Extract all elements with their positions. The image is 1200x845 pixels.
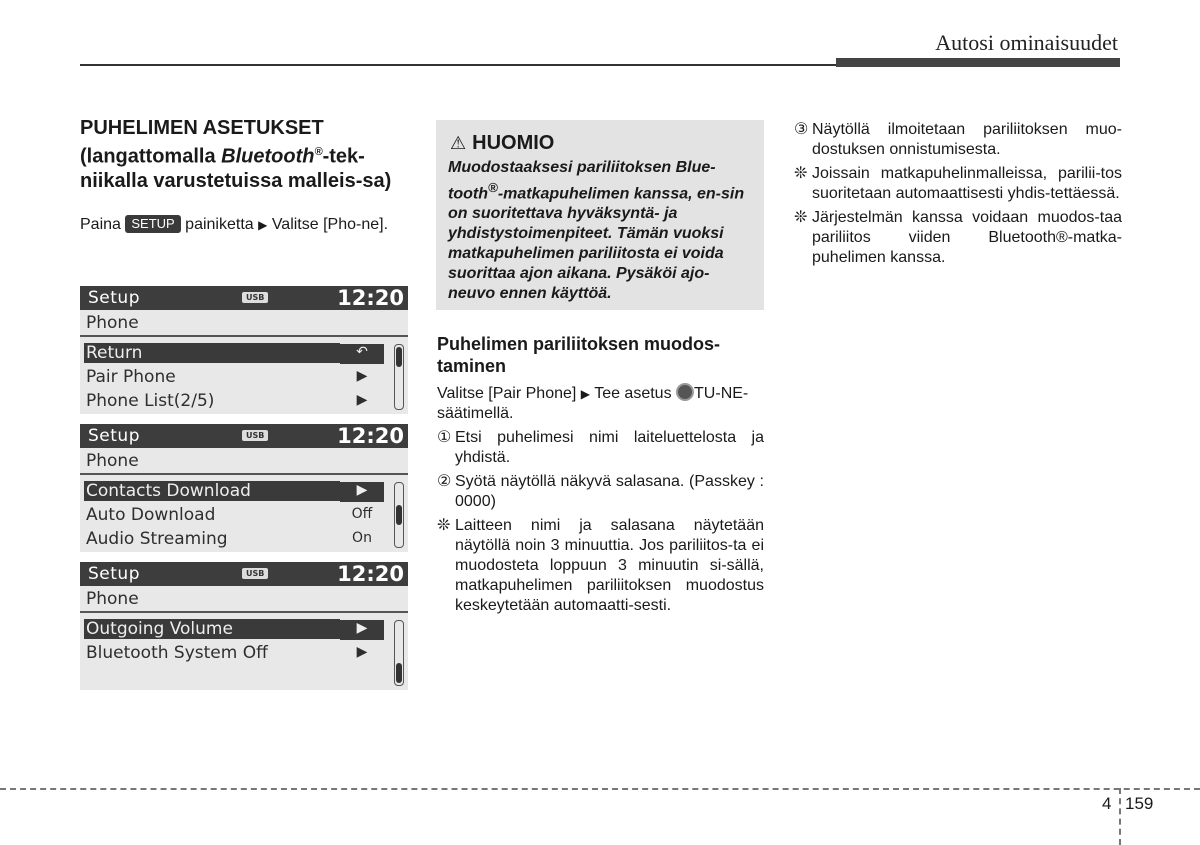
header-rule-thick	[836, 58, 1120, 67]
scrollbar[interactable]	[394, 344, 404, 410]
caution-body-post: -matkapuhelimen kanssa, en-sin on suoritettava hyväksyntä- ja yhdistystoimenpiteet. Tämän vuoksi matkapuhelimen pariliitosta ei voida suorittaa ajon aikana. Pysäköi ajo-neuvo ennen käyttöä.	[448, 185, 745, 303]
menu-item-label: Phone List(2/5)	[86, 391, 215, 411]
menu-item-label: Auto Download	[86, 505, 216, 525]
lcd-title: Setup	[88, 288, 140, 308]
step-text: Näytöllä ilmoitetaan pariliitoksen muo-dostuksen onnistumisesta.	[812, 121, 1122, 158]
lcd-screen-1	[80, 286, 408, 414]
footer-vertical-rule	[1119, 788, 1121, 845]
arrow-right-icon: ▶	[340, 620, 384, 640]
lcd-divider	[80, 473, 408, 475]
arrow-right-icon: ▶	[356, 392, 368, 408]
step-marker: ②	[437, 473, 452, 490]
lcd-title: Setup	[88, 564, 140, 584]
menu-item-pair-phone[interactable]	[84, 366, 384, 389]
return-icon: ↶	[340, 344, 384, 364]
lcd-topbar	[80, 286, 408, 310]
caution-body	[448, 158, 756, 304]
section-title-pre: (langattomalla	[80, 145, 222, 168]
lcd-category: Phone	[86, 313, 139, 333]
warning-icon: ⚠	[450, 133, 467, 153]
menu-item-audio-streaming[interactable]	[84, 528, 384, 551]
pairing-title: Puhelimen pariliitoksen muodos-taminen	[437, 334, 721, 376]
lcd-divider	[80, 335, 408, 337]
chapter-number: 4	[1102, 794, 1112, 813]
instruction-mid: painiketta	[185, 215, 254, 233]
left-column	[80, 116, 410, 235]
section-title-post: -tek-niikalla varustetuissa malleis-sa)	[80, 145, 392, 192]
scrollbar-thumb[interactable]	[396, 505, 402, 525]
caution-body-pre: Muodostaaksesi pariliitoksen Blue-tooth	[448, 159, 716, 203]
arrow-right-icon: ▶	[356, 368, 368, 384]
caution-heading-text: HUOMIO	[472, 132, 555, 154]
lcd-screen-3	[80, 562, 408, 690]
lcd-clock: 12:20	[337, 286, 404, 310]
lcd-topbar	[80, 424, 408, 448]
menu-item-label: Return	[84, 343, 340, 363]
step-text: Syötä näytöllä näkyvä salasana. (Passkey : 0000)	[455, 473, 764, 510]
menu-item-phone-list[interactable]	[84, 390, 384, 413]
header-rule-thin	[80, 64, 836, 66]
section-title	[80, 116, 410, 193]
menu-item-bluetooth-system-off[interactable]	[84, 642, 384, 665]
instruction-pre: Paina	[80, 215, 121, 233]
footer-dashed-rule	[0, 788, 1200, 790]
setting-value: On	[352, 530, 372, 546]
pairing-step-2	[437, 472, 764, 512]
usb-icon: USB	[242, 430, 268, 441]
setting-value: Off	[351, 506, 373, 522]
section-title-reg: ®	[314, 146, 323, 158]
running-header-title: Autosi ominaisuudet	[935, 30, 1118, 55]
lcd-clock: 12:20	[337, 562, 404, 586]
scrollbar[interactable]	[394, 482, 404, 548]
step-marker: ①	[437, 429, 452, 446]
note-text: Joissain matkapuhelinmalleissa, parilii-tos suoritetaan automaattisesti yhdis-tettäessä.	[812, 165, 1122, 202]
menu-item-label: Bluetooth System Off	[86, 643, 268, 663]
menu-item-outgoing-volume[interactable]	[84, 618, 384, 641]
note-auto-pairing	[794, 164, 1122, 204]
scrollbar[interactable]	[394, 620, 404, 686]
pairing-note	[437, 516, 764, 616]
lcd-divider	[80, 611, 408, 613]
lcd-topbar	[80, 562, 408, 586]
intro-post: TU-NE-säätimellä.	[437, 385, 749, 422]
intro-mid: Tee asetus	[594, 385, 672, 402]
arrow-right-icon: ▶	[580, 387, 591, 401]
section-title-bluetooth: Bluetooth	[221, 145, 315, 168]
arrow-right-icon: ▶	[340, 482, 384, 502]
setup-key-icon: SETUP	[125, 215, 180, 233]
lcd-category: Phone	[86, 451, 139, 471]
note-marker: ❊	[437, 517, 451, 534]
note-marker: ❊	[794, 165, 808, 182]
pairing-step-3	[794, 120, 1122, 160]
step-marker: ③	[794, 121, 809, 138]
setup-instruction	[80, 215, 410, 235]
scrollbar-thumb[interactable]	[396, 347, 402, 367]
note-text: Laitteen nimi ja salasana näytetään näytöllä noin 3 minuuttia. Jos pariliitos-ta ei muodosteta loppuun 3 minuutin si-sällä, matkapuhelimen pariliitoksen muodostus keskeytetään automaatti-sesti.	[455, 517, 764, 614]
right-column	[794, 120, 1122, 272]
menu-item-contacts-download[interactable]	[84, 480, 384, 503]
instruction-post: Valitse [Pho-ne].	[271, 215, 389, 233]
caution-heading	[450, 132, 554, 155]
pairing-section	[437, 333, 764, 620]
pairing-intro	[437, 383, 764, 424]
lcd-clock: 12:20	[337, 424, 404, 448]
section-title-line1: PUHELIMEN ASETUKSET	[80, 117, 324, 139]
caution-box	[436, 120, 764, 310]
menu-item-label: Contacts Download	[84, 481, 340, 501]
note-marker: ❊	[794, 209, 808, 226]
menu-item-auto-download[interactable]	[84, 504, 384, 527]
scrollbar-thumb[interactable]	[396, 663, 402, 683]
caution-body-reg: ®	[487, 180, 498, 195]
note-text: Järjestelmän kanssa voidaan muodos-taa pariliitos viiden Bluetooth®-matka-puhelimen kanssa.	[812, 209, 1122, 266]
step-text: Etsi puhelimesi nimi laiteluettelosta ja yhdistä.	[455, 429, 764, 466]
menu-item-return[interactable]	[84, 342, 384, 365]
lcd-category: Phone	[86, 589, 139, 609]
note-five-phones	[794, 208, 1122, 268]
arrow-right-icon: ▶	[258, 217, 268, 232]
lcd-screen-2	[80, 424, 408, 552]
intro-pre: Valitse [Pair Phone]	[437, 385, 577, 402]
usb-icon: USB	[242, 292, 268, 303]
menu-item-label: Pair Phone	[86, 367, 176, 387]
lcd-title: Setup	[88, 426, 140, 446]
pairing-step-1	[437, 428, 764, 468]
menu-item-label: Audio Streaming	[86, 529, 228, 549]
tune-knob-icon	[676, 383, 694, 401]
usb-icon: USB	[242, 568, 268, 579]
arrow-right-icon: ▶	[356, 644, 368, 660]
menu-item-label: Outgoing Volume	[84, 619, 340, 639]
page-number: 159	[1125, 794, 1154, 813]
